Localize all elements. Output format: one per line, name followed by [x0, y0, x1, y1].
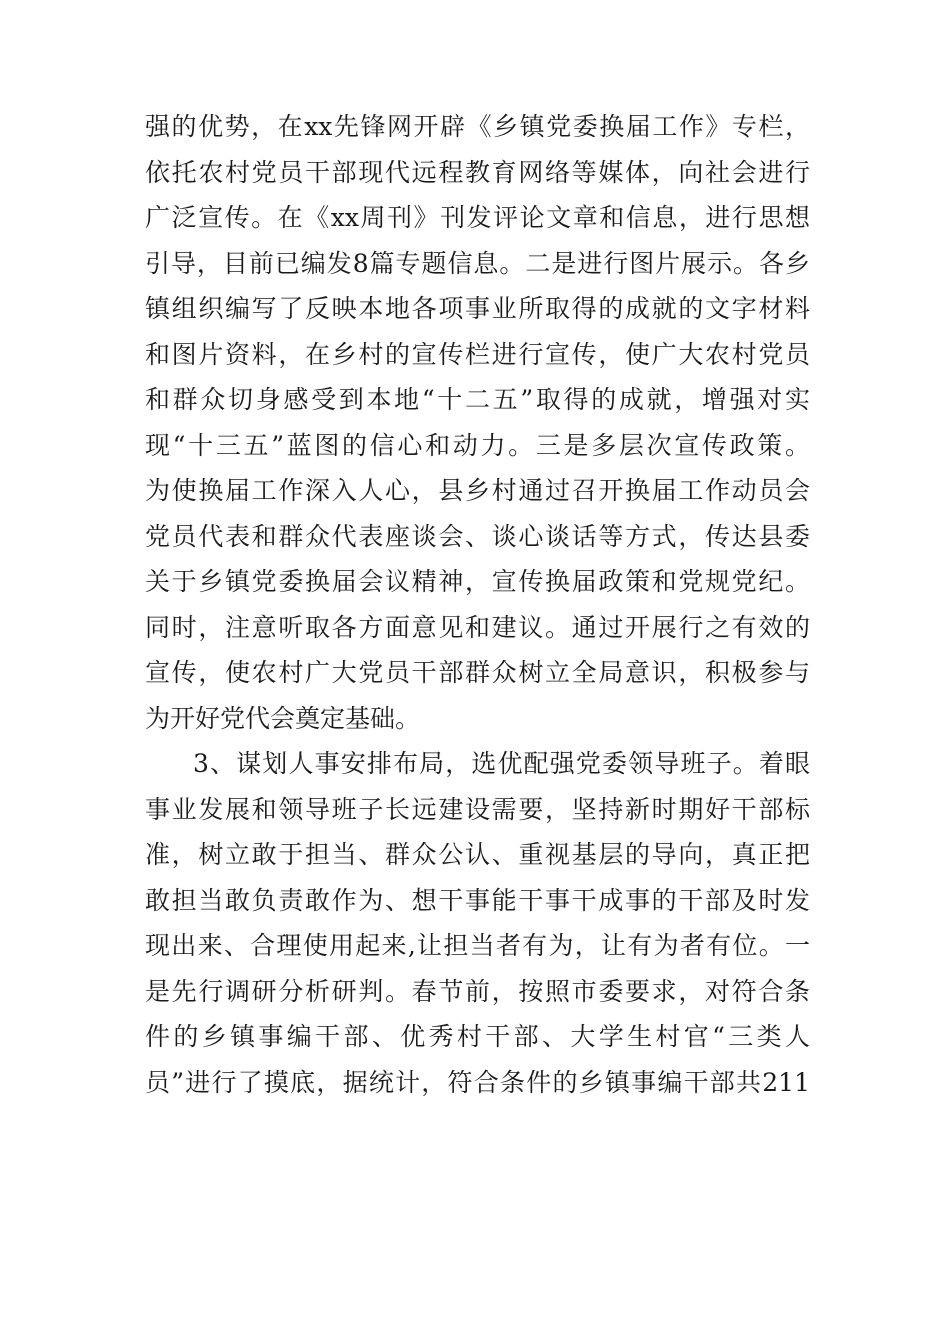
- paragraph-start-line: 3、谋划人事安排布局，选优配强党委领导班子。着眼: [193, 749, 810, 778]
- text-line: 是先行调研分析研判。春节前，按照市委要求，对符合条: [145, 976, 810, 1006]
- text-line: 镇组织编写了反映本地各项事业所取得的成就的文字材料: [145, 294, 810, 323]
- text-line: 和图片资料，在乡村的宣传栏进行宣传，使广大农村党员: [145, 339, 810, 369]
- text-line: 关于乡镇党委换届会议精神，宣传换届政策和党规党纪。: [145, 567, 810, 596]
- text-line: 同时，注意听取各方面意见和建议。通过开展行之有效的: [145, 612, 810, 642]
- text-line: 为使换届工作深入人心，县乡村通过召开换届工作动员会: [145, 476, 810, 505]
- text-line: 件的乡镇事编干部、优秀村干部、大学生村官“三类人: [145, 1022, 810, 1051]
- text-line: 现出来、合理使用起来,让担当者有为，让有为者有位。一: [145, 931, 810, 960]
- paragraph-end-line: 为开好党代会奠定基础。: [145, 703, 421, 733]
- text-line: 现“十三五”蓝图的信心和动力。三是多层次宣传政策。: [145, 430, 810, 460]
- text-line: 事业发展和领导班子长远建设需要，坚持新时期好干部标: [145, 794, 810, 824]
- text-line: 员”进行了摸底，据统计，符合条件的乡镇事编干部共211: [145, 1067, 810, 1097]
- text-line: 强的优势，在xx先锋网开辟《乡镇党委换届工作》专栏，: [145, 112, 810, 141]
- body-text: [145, 104, 810, 1105]
- text-line: 宣传，使农村广大党员干部群众树立全局意识，积极参与: [145, 658, 810, 687]
- text-line: 党员代表和群众代表座谈会、谈心谈话等方式，传达县委: [145, 521, 810, 551]
- text-line: 敢担当敢负责敢作为、想干事能干事干成事的干部及时发: [145, 885, 810, 915]
- text-line: 准，树立敢于担当、群众公认、重视基层的导向，真正把: [145, 840, 810, 869]
- text-line: 广泛宣传。在《xx周刊》刊发评论文章和信息，进行思想: [145, 203, 810, 232]
- text-line: 依托农村党员干部现代远程教育网络等媒体，向社会进行: [145, 157, 810, 187]
- text-line: 和群众切身感受到本地“十二五”取得的成就，增强对实: [145, 385, 810, 414]
- text-line: 引导，目前已编发8篇专题信息。二是进行图片展示。各乡: [145, 248, 810, 278]
